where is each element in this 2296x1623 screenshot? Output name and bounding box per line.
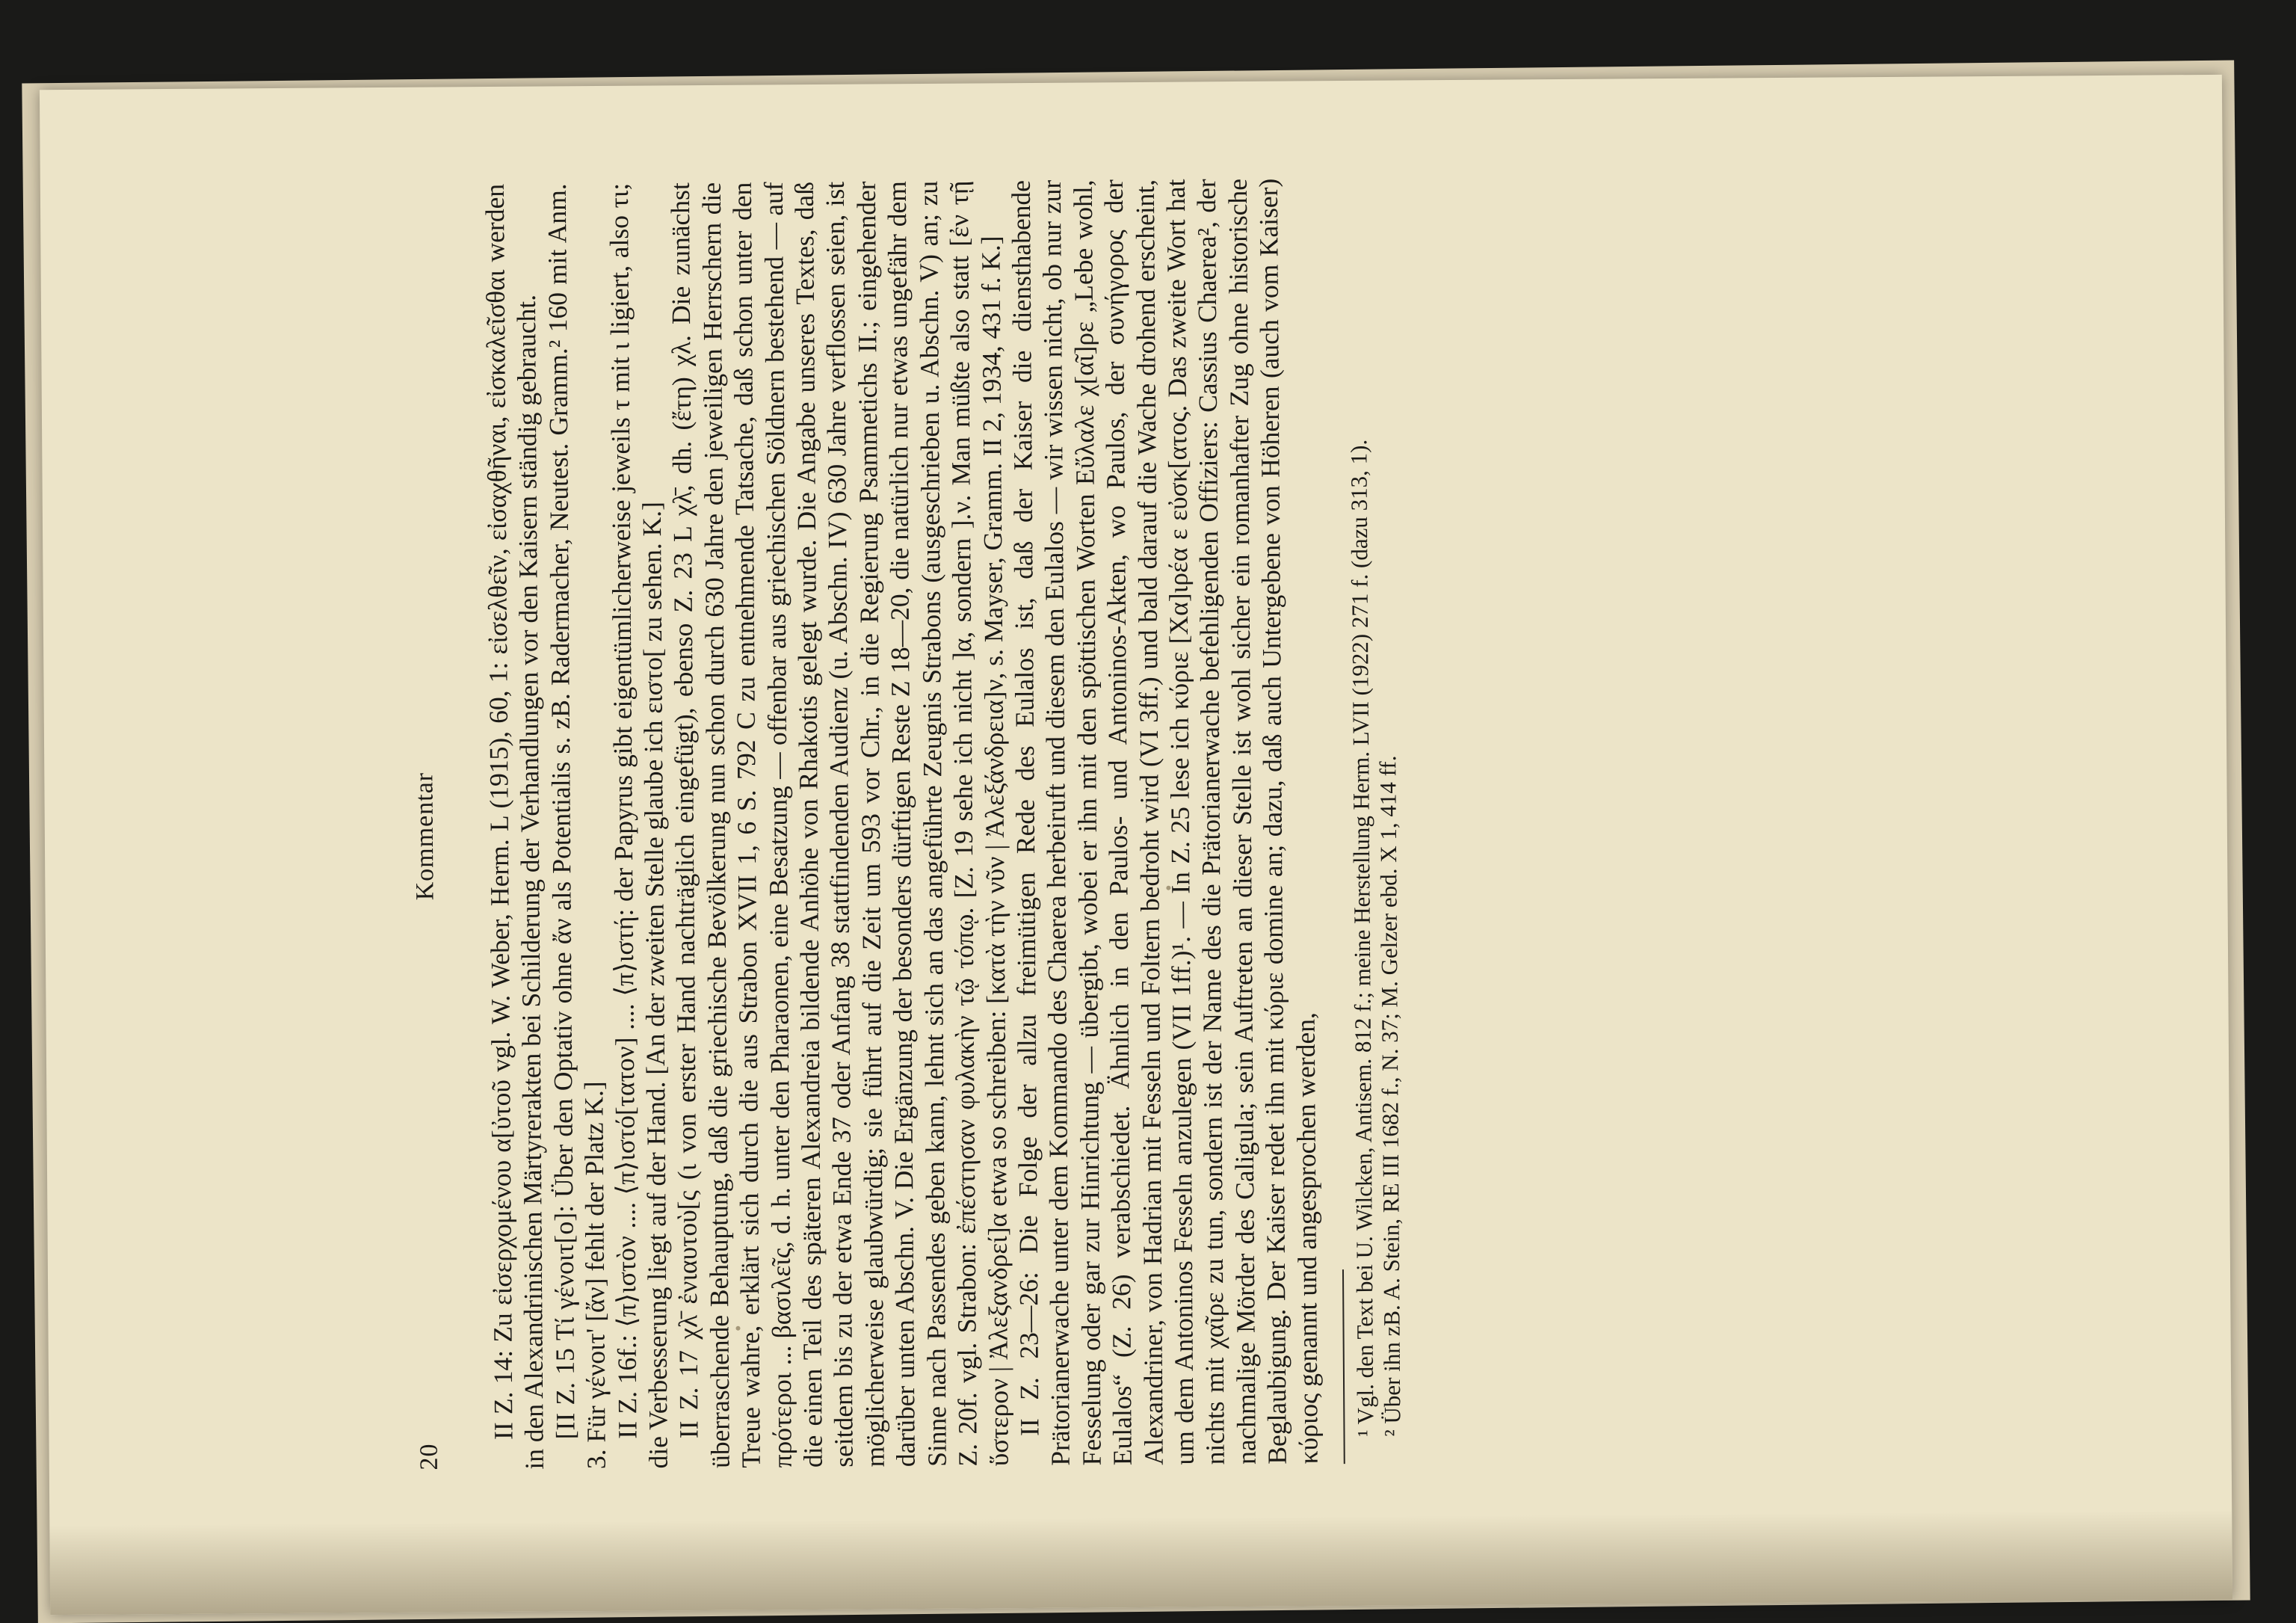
text-block (405, 173, 1969, 1470)
page-number: 20 (415, 1443, 443, 1470)
footnote: ² Über ihn zB. A. Stein, RE III 1682 f., N. 37; M. Gelzer ebd. X 1, 414 ff. (1374, 755, 1406, 1437)
footnote: ¹ Vgl. den Text bei U. Wilcken, Antisem. 812 f.; meine Herstellung Herm. LVII (1922) 271 f. (dazu 313, 1). (1345, 439, 1379, 1437)
book-gutter (49, 1510, 2232, 1615)
paragraph: II Z. 14: Zu εἰσερχομένου α[ὐτοῦ vgl. W. Weber, Herm. L (1915), 60, 1: εἰσελθεῖν, εἰσαχθῆναι, εἰσκαλεῖσθαι werden in den Alexandrinischen Märtyrerakten bei Schilderung der Verhandlungen vor den Kaisern ständig gebraucht. (479, 183, 550, 1470)
book-page (40, 75, 2232, 1615)
paragraph: [II Z. 15 Τί γένοιτ[ο]: Über den Optativ ohne ἄν als Potentialis s. zB. Radermacher, Neutest. Gramm.² 160 mit Anm. 3. Für γένοιτ' [ἄν] fehlt der Platz K.] (541, 183, 612, 1470)
running-head: Kommentar (410, 772, 439, 901)
paragraph: II Z. 23—26: Die Folge der allzu freimütigen Rede des Eulalos ist, daß der Kaiser die diensthabende Prätorianerwache unter dem Kommando des Chaerea herbeiruft und diesem den Eulalos — wir wissen nicht, ob nur zur Fesselung oder gar zur Hinrichtung — übergibt, wobei er ihn mit den spöttischen Worten Εὔλαλε χ[αῖ]ρε „Lebe wohl, Eulalos“ (Z. 26) verabschiedet. Ähnlich in den Paulos- und Antoninos-Akten, wo Paulos, der συνήγορος der Alexandriner, von Hadrian mit Fesseln und Foltern bedroht wird (VI 3ff.) und bald darauf die Wache drohend erscheint, um dem Antoninos Fesseln anzulegen (VII 1ff.)¹. — In Z. 25 lese ich κύριε [Χα]ιρέα ε εὐσκ[ατος. Das zweite Wort hat nichts mit χαῖρε zu tun, sondern ist der Name des die Prätorianerwache befehligenden Offiziers: Cassius Chaerea², der nachmalige Mörder des Caligula; sein Auftreten an dieser Stelle ist wohl sicher ein romanhafter Zug ohne historische Beglaubigung. Der Kaiser redet ihn mit κύριε domine an; dazu, daß auch Untergebene von Höheren (auch vom Kaiser) κύριος genannt und angesprochen werden, (1005, 178, 1324, 1466)
footnote-divider (1342, 1269, 1345, 1464)
paragraph: II Z. 17 χλ̄ ἐνιαυτοὺ[ς (ι von erster Hand nachträglich eingefügt), ebenso Z. 23 L χλ̄, dh. (ἔτη) χλ. Die zunächst überraschende Behauptung, daß die griechische Bevölkerung nun schon durch 630 Jahre den jeweiligen Herrschern die Treue wahre, erklärt sich durch die aus Strabon XVII 1, 6 S. 792 C zu entnehmende Tatsache, daß schon unter den πρότεροι ... βασιλεῖς, d. h. unter den Pharaonen, eine Besatzung — offenbar aus griechischen Söldnern bestehend — auf die einen Teil des späteren Alexandreia bildende Anhöhe von Rhakotis gelegt wurde. Die Angabe unseres Textes, daß seitdem bis zu der etwa Ende 37 oder Anfang 38 stattfindenden Audienz (u. Abschn. IV) 630 Jahre verflossen seien, ist möglicherweise glaubwürdig; sie führt auf die Zeit um 593 vor Chr., in die Regierung Psammetichs II.; eingehender darüber unten Abschn. V. Die Ergänzung der besonders dürftigen Reste Z 18—20, die natürlich nur etwas ungefähr dem Sinne nach Passendes geben kann, lehnt sich an das angeführte Zeugnis Strabons (ausgeschrieben u. Abschn. V) an; zu Z. 20f. vgl. Strabon: ἐπέστησαν φυλακὴν τῷ τόπῳ. [Z. 19 sehe ich nicht ]α, sondern ].ν. Man müßte also statt [ἐν τῇ ὕστερον | Ἀλεξανδρεί]α etwa so schreiben: [κατὰ τὴν νῦν | Ἀλεξάνδρεια]ν, s. Mayser, Gramm. II 2, 1934, 431 f. K.] (665, 180, 1014, 1469)
paragraph: II Z. 16f.: ⟨π⟩ιστὸν .... ⟨π⟩ιστό[τατον] .... ⟨π⟩ιστή: der Papyrus gibt eigentümlicherweise jeweils τ mit ι ligiert, also τι; die Verbesserung liegt auf der Hand. [An der zweiten Stelle glaube ich ειστο[ zu sehen. K.] (603, 182, 673, 1469)
page-header (405, 184, 466, 1470)
